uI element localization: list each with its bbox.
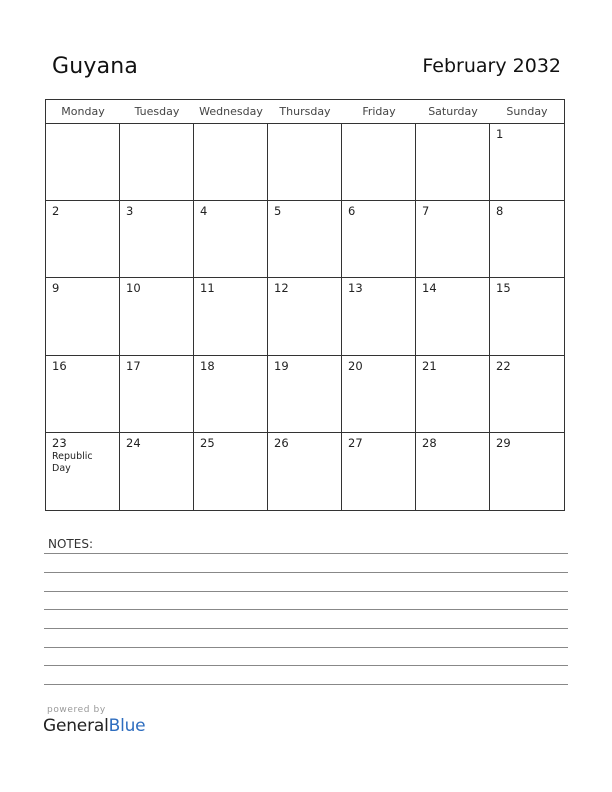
day-cell xyxy=(342,433,416,510)
day-number: 18 xyxy=(200,358,215,373)
day-number: 25 xyxy=(200,435,215,450)
day-number: 20 xyxy=(348,358,363,373)
note-line xyxy=(44,628,568,629)
weekday-header: Wednesday xyxy=(199,105,263,118)
day-number: 15 xyxy=(496,281,511,296)
holiday-label: Republic Day xyxy=(52,450,93,474)
weekday-header: Monday xyxy=(61,105,105,118)
day-cell xyxy=(120,356,194,433)
day-cell xyxy=(120,124,194,201)
day-cell xyxy=(194,433,268,510)
day-cell xyxy=(194,278,268,355)
day-cell xyxy=(490,356,564,433)
calendar-grid xyxy=(45,99,565,511)
day-cell xyxy=(342,356,416,433)
day-number: 4 xyxy=(200,204,208,219)
day-cell xyxy=(490,201,564,278)
country-title: Guyana xyxy=(52,54,139,79)
month-year-title: February 2032 xyxy=(422,55,561,77)
day-cell xyxy=(342,278,416,355)
brand-blue-text: Blue xyxy=(108,716,146,736)
day-number: 24 xyxy=(126,435,141,450)
day-cell xyxy=(268,124,342,201)
day-cell xyxy=(120,433,194,510)
day-cell xyxy=(490,278,564,355)
note-line xyxy=(44,684,568,685)
day-cell xyxy=(416,433,490,510)
powered-by-text: powered by xyxy=(47,705,106,715)
day-cell xyxy=(416,124,490,201)
day-cell xyxy=(416,356,490,433)
note-line xyxy=(44,609,568,610)
day-cell xyxy=(194,201,268,278)
day-number: 3 xyxy=(126,204,134,219)
weekday-header: Thursday xyxy=(279,105,331,118)
weekday-header: Friday xyxy=(362,105,396,118)
day-cell xyxy=(490,124,564,201)
day-grid xyxy=(46,124,564,510)
day-cell xyxy=(416,201,490,278)
note-line xyxy=(44,572,568,573)
day-cell xyxy=(194,124,268,201)
day-number: 9 xyxy=(52,281,60,296)
weekday-header: Saturday xyxy=(428,105,478,118)
day-cell xyxy=(268,356,342,433)
day-number: 22 xyxy=(496,358,511,373)
day-number: 8 xyxy=(496,204,504,219)
day-cell xyxy=(46,124,120,201)
day-cell xyxy=(490,433,564,510)
day-number: 6 xyxy=(348,204,356,219)
weekday-header-row xyxy=(46,100,564,124)
notes-label: NOTES: xyxy=(48,537,93,551)
day-number: 19 xyxy=(274,358,289,373)
day-number: 14 xyxy=(422,281,437,296)
day-number: 21 xyxy=(422,358,437,373)
day-cell xyxy=(342,201,416,278)
day-number: 28 xyxy=(422,435,437,450)
note-line xyxy=(44,591,568,592)
day-cell xyxy=(46,278,120,355)
day-cell xyxy=(342,124,416,201)
day-cell xyxy=(46,433,120,510)
weekday-header: Sunday xyxy=(506,105,548,118)
day-number: 5 xyxy=(274,204,282,219)
day-number: 26 xyxy=(274,435,289,450)
weekday-header: Tuesday xyxy=(134,105,180,118)
day-cell xyxy=(416,278,490,355)
day-cell xyxy=(120,201,194,278)
day-number: 1 xyxy=(496,127,504,141)
note-line xyxy=(44,665,568,666)
day-cell xyxy=(268,433,342,510)
day-number: 17 xyxy=(126,358,141,373)
day-number: 29 xyxy=(496,435,511,450)
day-number: 2 xyxy=(52,204,60,219)
day-number: 12 xyxy=(274,281,289,296)
day-cell xyxy=(194,356,268,433)
day-number: 11 xyxy=(200,281,215,296)
day-number: 10 xyxy=(126,281,141,296)
day-cell xyxy=(46,201,120,278)
generalblue-logo[interactable] xyxy=(43,716,145,736)
day-cell xyxy=(120,278,194,355)
brand-general-text: General xyxy=(43,716,109,736)
note-line xyxy=(44,647,568,648)
day-number: 16 xyxy=(52,358,67,373)
note-line xyxy=(44,553,568,554)
day-number: 13 xyxy=(348,281,363,296)
day-number: 27 xyxy=(348,435,363,450)
day-number: 23 xyxy=(52,435,67,450)
day-cell xyxy=(268,201,342,278)
day-cell xyxy=(268,278,342,355)
day-number: 7 xyxy=(422,204,430,219)
day-cell xyxy=(46,356,120,433)
